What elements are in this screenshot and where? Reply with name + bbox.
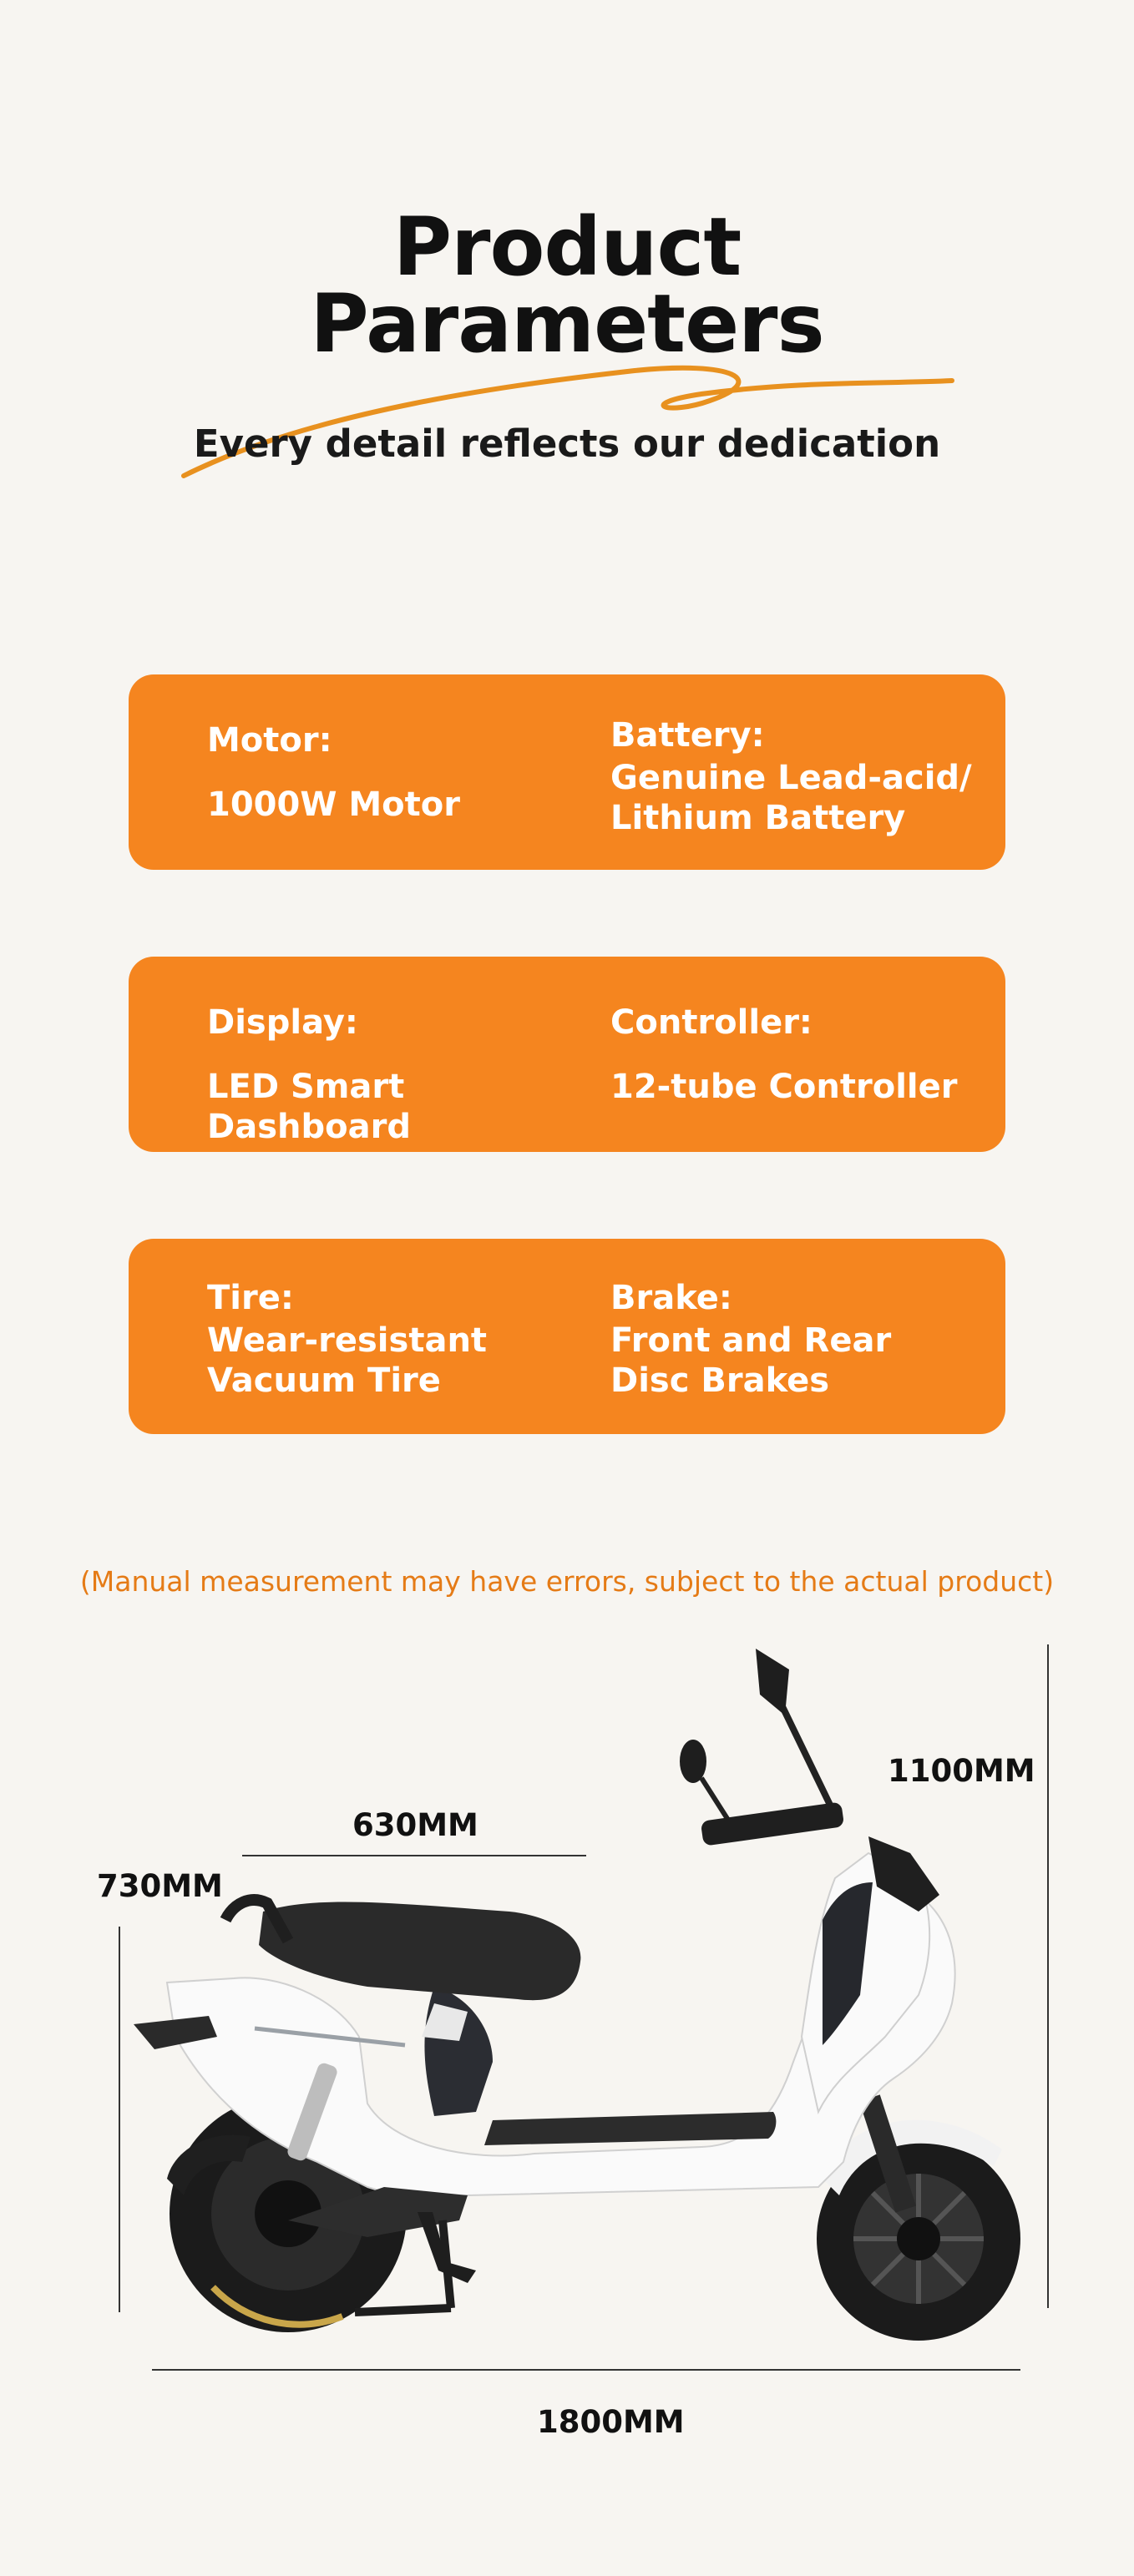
spec-label: Controller:	[610, 1003, 813, 1042]
spec-value: LED Smart Dashboard	[207, 1068, 411, 1146]
seat-length-label: 630MM	[352, 1807, 478, 1843]
title-line-1: Product	[392, 200, 742, 294]
spec-label: Brake:	[610, 1279, 732, 1317]
spec-label: Battery:	[610, 716, 765, 755]
spec-value: 1000W Motor	[207, 785, 460, 824]
spec-label: Motor:	[207, 721, 332, 760]
spec-card-motor-battery	[129, 674, 1005, 870]
subtitle: Every detail reflects our dedication	[193, 422, 941, 466]
scooter-image	[117, 1644, 1052, 2371]
spec-value: Genuine Lead-acid/ Lithium Battery	[610, 759, 972, 837]
page-title	[0, 200, 1134, 371]
seat-height-label: 730MM	[97, 1868, 223, 1904]
spec-card-display-controller	[129, 957, 1005, 1152]
title-line-2: Parameters	[310, 277, 824, 371]
spec-value: 12-tube Controller	[610, 1068, 958, 1106]
spec-value: Wear-resistant Vacuum Tire	[207, 1321, 488, 1400]
spec-motor	[207, 674, 608, 870]
length-label: 1800MM	[537, 2404, 685, 2440]
spec-controller	[610, 957, 1011, 1152]
spec-label: Tire:	[207, 1279, 294, 1317]
height-label: 1100MM	[888, 1753, 1035, 1789]
spec-display	[207, 957, 608, 1152]
spec-card-tire-brake	[129, 1239, 1005, 1434]
spec-battery	[610, 674, 1011, 870]
measurement-note: (Manual measurement may have errors, subject to the actual product)	[79, 1565, 1055, 1598]
spec-label: Display:	[207, 1003, 358, 1042]
spec-brake	[610, 1239, 1011, 1434]
spec-value: Front and Rear Disc Brakes	[610, 1321, 892, 1400]
spec-tire	[207, 1239, 608, 1434]
